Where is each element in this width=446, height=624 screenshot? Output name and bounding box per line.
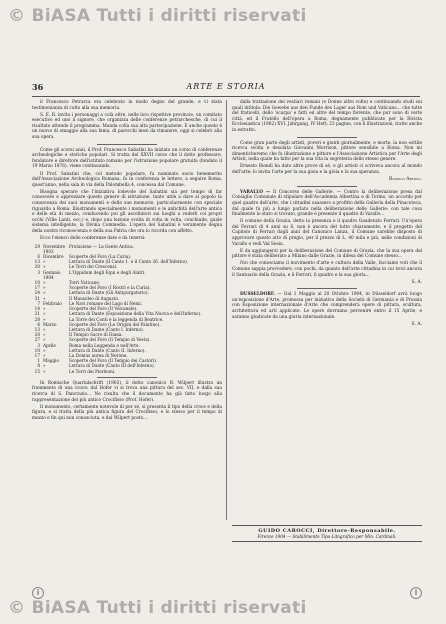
- schedule-day: 7: [37, 300, 40, 306]
- schedule-row: [32, 244, 222, 254]
- signature: S. A.: [411, 321, 422, 327]
- schedule-day: 10: [34, 280, 40, 286]
- imprint: [232, 525, 422, 542]
- article-text: — Dal 1 Maggio al 20 Ottobre 1904, in Düsseldorf avrà luogo un'esposizione d'Arte, promossa per iniziativa della Società di Germania e di Prussia con Esposizione internazionale d'Arte che comprenderà opere di pittura, scultura, architettura ed arti applicate. Le opere dovranno pervenire entro il 15 Aprile, e saranno giudicate da una giuria internazionale.: [232, 292, 423, 320]
- schedule-month: »: [43, 259, 46, 265]
- schedule-day: 10: [34, 347, 40, 353]
- schedule-month: »: [43, 352, 46, 358]
- schedule-day: 6: [37, 254, 40, 260]
- signature: Romolo Artioli.: [389, 177, 422, 183]
- column-divider: [226, 100, 227, 520]
- schedule-month: »: [43, 290, 46, 296]
- schedule-title: Scoperte del Foro (Il Tempio dei Castori).: [69, 358, 158, 364]
- page-number: 36: [32, 82, 44, 92]
- paragraph: E da aggiungersi per la deliberazione del Comune di Grazia, che la sua opera del pittore è stata deliberato a Milano dalle Grazie, in difesa del Comune stesso...: [232, 248, 422, 260]
- printer-line: Firenze 1904 — Stabilimento Tipo-Litografico per Min. Cardinali.: [232, 534, 422, 542]
- conference-schedule: [32, 244, 222, 374]
- schedule-title: Lettura di Dante (Il Canto 1. e il Canto 26. dell'Inferno).: [69, 259, 189, 265]
- right-column: [232, 100, 422, 330]
- schedule-title: Lettura di Dante (Canto III dell'Inferno).: [69, 363, 155, 369]
- schedule-month: Dicembre: [43, 254, 64, 260]
- schedule-day: 3: [37, 269, 40, 275]
- separator: [97, 144, 157, 145]
- schedule-month: »: [43, 347, 46, 353]
- paragraph: Bisogna sperare che l'iniziativa lodevole del Sabatini sia per tempo di far conoscere e apprezzare questo genere di istruzione, tanto utile a dare al popolo la conoscenza dei suoi monumenti e delle sue memorie, particolarmente con speciale riguardo a Roma. Illustrando specialmente i monumenti e le antichità dell'arte antica e delle età di mezzo, conducendo poi gli ascoltatori sui luoghi a vederli coi propri occhi (Ville Lanti, ecc.) e, dopo una lezione svolta di volta in volta, conchiude, quale sistema intelligente, la Divina Commedia. L'opera del Sabatini è veramente degna della nostra riconoscenza e della sua Patria che ora lo ricorda con affetto.: [32, 189, 222, 234]
- schedule-title: Lettura di Dante (Canto I. Inferno).: [69, 326, 144, 332]
- paragraph: S. E. R. invita i personaggi a colà oltre, nelle loro rispettive provincie, un comitato esecutivo ed uno il signore, che organizza delle conferenze petrarchesche, di cui il risultato attende il programma. Manda colla sua alta partecipazione. E anche questo è un nuovo di omaggio alla sua fama, di parecchi mesi da rimanere, oggi si celebrò alla sua opera.: [32, 112, 222, 141]
- schedule-day: 20: [34, 264, 40, 270]
- schedule-month: Febbraio: [43, 300, 62, 306]
- left-column: [32, 100, 222, 423]
- paragraph: Il Prof. Sabatini che, col metodo popolare, fu nominato socio benemerito dell'Associazione Archeologica Romana, fa in conferenza le lettere, a seguire Roma, quest'anno, nella sala in via della Palombella 4, concessa dal Comune.: [32, 171, 222, 188]
- schedule-title: Prolusione — La Gente Antica.: [69, 243, 134, 249]
- separator: [297, 137, 357, 138]
- varallo-article: [232, 190, 422, 218]
- schedule-row: [32, 270, 222, 280]
- schedule-title: Lettura di Dante (Canto II. Inferno).: [69, 347, 146, 353]
- schedule-month: »: [43, 337, 46, 343]
- signature: S. A.: [411, 279, 422, 285]
- schedule-month: »: [43, 264, 46, 270]
- paragraph: Noi che conosciamo il movimento d'arte e cultura della Valle, facciamo voti che il Comune sappia provvedere, con pochi, da quanto dell'arte cittadina in cui trovi ancora il Santuario della Grazia, e il Ferrari, il quadro e la sua gloria...: [232, 261, 422, 278]
- schedule-title: Scoperte del Foro (Il Volcanale).: [69, 306, 138, 312]
- paragraph: Ernesto Biondi ha dato altre prove di sé, e gli artisti ci scriveva ancora al mondo dell'arte: lo invita l'arte per la sua gioia e la gioia e la sua speranza.: [232, 164, 422, 176]
- schedule-title: Scoperte del Foro (Le Origini del Palatino).: [69, 321, 161, 327]
- schedule-day: 14: [34, 306, 40, 312]
- schedule-day: 8: [37, 363, 40, 369]
- schedule-month: »: [43, 368, 46, 374]
- schedule-title: Il Tempio Sacro di Diana.: [69, 332, 123, 338]
- editor-line: GUIDO CAROCCI, Direttore-Responsabile.: [232, 525, 422, 534]
- watermark-top: © BiASA Tutti i diritti riservati: [8, 6, 307, 26]
- schedule-day: 13: [34, 326, 40, 332]
- section-heading: VARALLO —: [240, 189, 271, 195]
- schedule-title: L'Oppidum degli Equi e degli Alatri.: [69, 269, 146, 275]
- schedule-day: 3: [37, 342, 40, 348]
- schedule-day: 31: [34, 295, 40, 301]
- dusseldorf-article: [232, 292, 422, 320]
- schedule-day: 17: [34, 285, 40, 291]
- section-heading: DUSSELDORF.: [240, 292, 276, 298]
- watermark-bottom: © BiASA Tutti i diritti riservati: [8, 598, 307, 618]
- schedule-month: »: [43, 326, 46, 332]
- schedule-title: Scoperte del Foro (I Rostri e la Curia).: [69, 285, 151, 291]
- info-icon[interactable]: i: [32, 587, 44, 599]
- separator: [297, 186, 357, 187]
- schedule-month: »: [43, 285, 46, 291]
- schedule-month: Marzo: [43, 321, 57, 327]
- schedule-month: Gennaio 1904: [43, 269, 61, 280]
- schedule-month: »: [43, 295, 46, 301]
- schedule-month: »: [43, 316, 46, 322]
- schedule-day: 17: [34, 352, 40, 358]
- schedule-title: Roma nella Leggenda e nell'Arte.: [69, 342, 140, 348]
- schedule-month: »: [43, 363, 46, 369]
- page-header: [32, 82, 420, 97]
- schedule-day: 6: [37, 321, 40, 327]
- schedule-day: 20: [34, 332, 40, 338]
- running-title: ARTE E STORIA: [186, 82, 266, 91]
- separator: [297, 288, 357, 289]
- schedule-day: 27: [34, 337, 40, 343]
- schedule-month: »: [43, 306, 46, 312]
- paragraph: il Francesco Petrarca era celebrato in modo degno del grande, e vi stata testimonianza di culto alla sua memoria.: [32, 100, 222, 111]
- schedule-day: 29: [34, 243, 40, 249]
- schedule-day: 15: [34, 368, 40, 374]
- paragraph: Come gran parte degli artisti, poveri e giunti giornalmente, e morte, la non sottile ricerca svolta e desolata Giovanni Morrison, pittore sensibile a Roma. Non mi dimenticheremo che fu illustrazione e pittore e l'Associazione Artistica per l'Arte degli Artisti, nella quale ha fatto per la sua vita la segreteria dello stesso genere.: [232, 140, 422, 163]
- schedule-title: La Domus aurea di Nerone.: [69, 352, 128, 358]
- separator: [97, 377, 157, 378]
- footnote: In Romische Quartalschrift (1903), il dotto canonico R. Wilpert illustra un frammento di una croce: dal Hofer vi si trova una pittura del sec. VII, e dalla sua ricerca di S. Pancrazio... Ne risulta che il documento ha già fatto luogo alla rappresentazione del più antico Crocifisso (Prof. Hofer).: [32, 380, 222, 403]
- schedule-title: Scoperte del Foro (La Curia).: [69, 254, 132, 260]
- schedule-title: Il Mausoleo di Augusto.: [69, 295, 120, 301]
- schedule-title: Scoperte del Foro (Il Tempio di Vesta).: [69, 337, 151, 343]
- schedule-title: Le Navi romane del Lago di Nemi.: [69, 300, 143, 306]
- schedule-month: Novembre 1903: [43, 243, 66, 254]
- schedule-month: »: [43, 332, 46, 338]
- schedule-month: Maggio: [43, 358, 60, 364]
- paragraph: Come gli scorsi anni, il Prof. Francesco Sabatini ha iniziato un corso di conferenze archeologiche e storiche popolari. Si tratta del XXVII corso che il dotto professore, fondatore e direttore dell'istituto romano per l'istruzione popolare gratuita (fondato il 19 Marzo 1876), viene continuando.: [32, 147, 222, 170]
- footnote: Il monumento, certamente notevole di per sé, si presenta il tipo della croce e della figura, e si tratta della più antica figura del Crocifisso, e lo stesso per il tempo di mezzo e fin qui non conosciuta, e dal Wilpert posto...: [32, 404, 222, 421]
- article-text: Il Concorso delle Gallerie. — Contro la deliberazione presa dal Consiglio Comunale di stipulare dell'Accademia Albertina e di Torino, un accordo per quel quadro dell'arte, che i cittadini usassero a profitto della Galleria della Pinacoteca, dal quale fu più a lungo parlato nella deliberazione delle Gallerie: con tale cosa finalmente lo stato si trovato, grande è presente il quadro di Varallo...: [232, 189, 422, 218]
- schedule-day: 28: [34, 316, 40, 322]
- schedule-day: 21: [34, 311, 40, 317]
- schedule-title: Lettura di Dante (Gli Antipurgatorio).: [69, 290, 149, 296]
- schedule-day: 24: [34, 290, 40, 296]
- schedule-month: »: [43, 311, 46, 317]
- schedule-month: »: [43, 280, 46, 286]
- schedule-day: 1: [37, 358, 40, 364]
- paragraph: Ecco l'elenco delle conferenze date e da tenersi:: [40, 236, 146, 242]
- schedule-row: [32, 369, 222, 374]
- schedule-month: Aprile: [43, 342, 56, 348]
- schedule-title: Le Torri dei Crescenzi.: [69, 264, 118, 270]
- schedule-title: La Torre dei Conti e la leggenda di Beatrice.: [69, 316, 164, 322]
- schedule-title: Le Torri dei Pierleoni.: [69, 368, 116, 374]
- schedule-day: 13: [34, 259, 40, 265]
- info-icon[interactable]: i: [410, 587, 422, 599]
- paragraph: Il comune della Grazia, detto la presenza e il quadro Gaudenzio Ferrari. Un'opera del Ferrari di 4 anni su 6, non è ancora del tutto chiaramente, e il progetto del Capitolo di Ferrari dagli anni del Canonico Lanza, il Comune sarebbe disposto di approvare questo atto di pregio, per il prezzo di L. 40 mila e più, nelle condizioni di Varallo e vedi Val Sesia.: [232, 219, 422, 247]
- schedule-title: Lettura di Dante (Esposizione della Vita Nuova e dell'Inferno).: [69, 311, 202, 317]
- paragraph: dalla trattazione dei vestiari romani (e Donne altro volte) e continuando studi sui quali intitola: Die Gewebe aus den Funde des Lager aus Rom und Vaticano... che tutte del fraticelli, dello 'scarpa' e fatti ed altre del tempo fiorente, che pur sono di certe città, ed il Fratello dell'opera a Roma, degnamente pubblicate per la Rivista Ecclesiastica (1902) XVI. Jahrgang, IV Heft; 23 pagine, con 6 illustrazioni, tratte anche in estratto.: [232, 100, 422, 133]
- schedule-title: Torri Vaticane.: [69, 280, 101, 286]
